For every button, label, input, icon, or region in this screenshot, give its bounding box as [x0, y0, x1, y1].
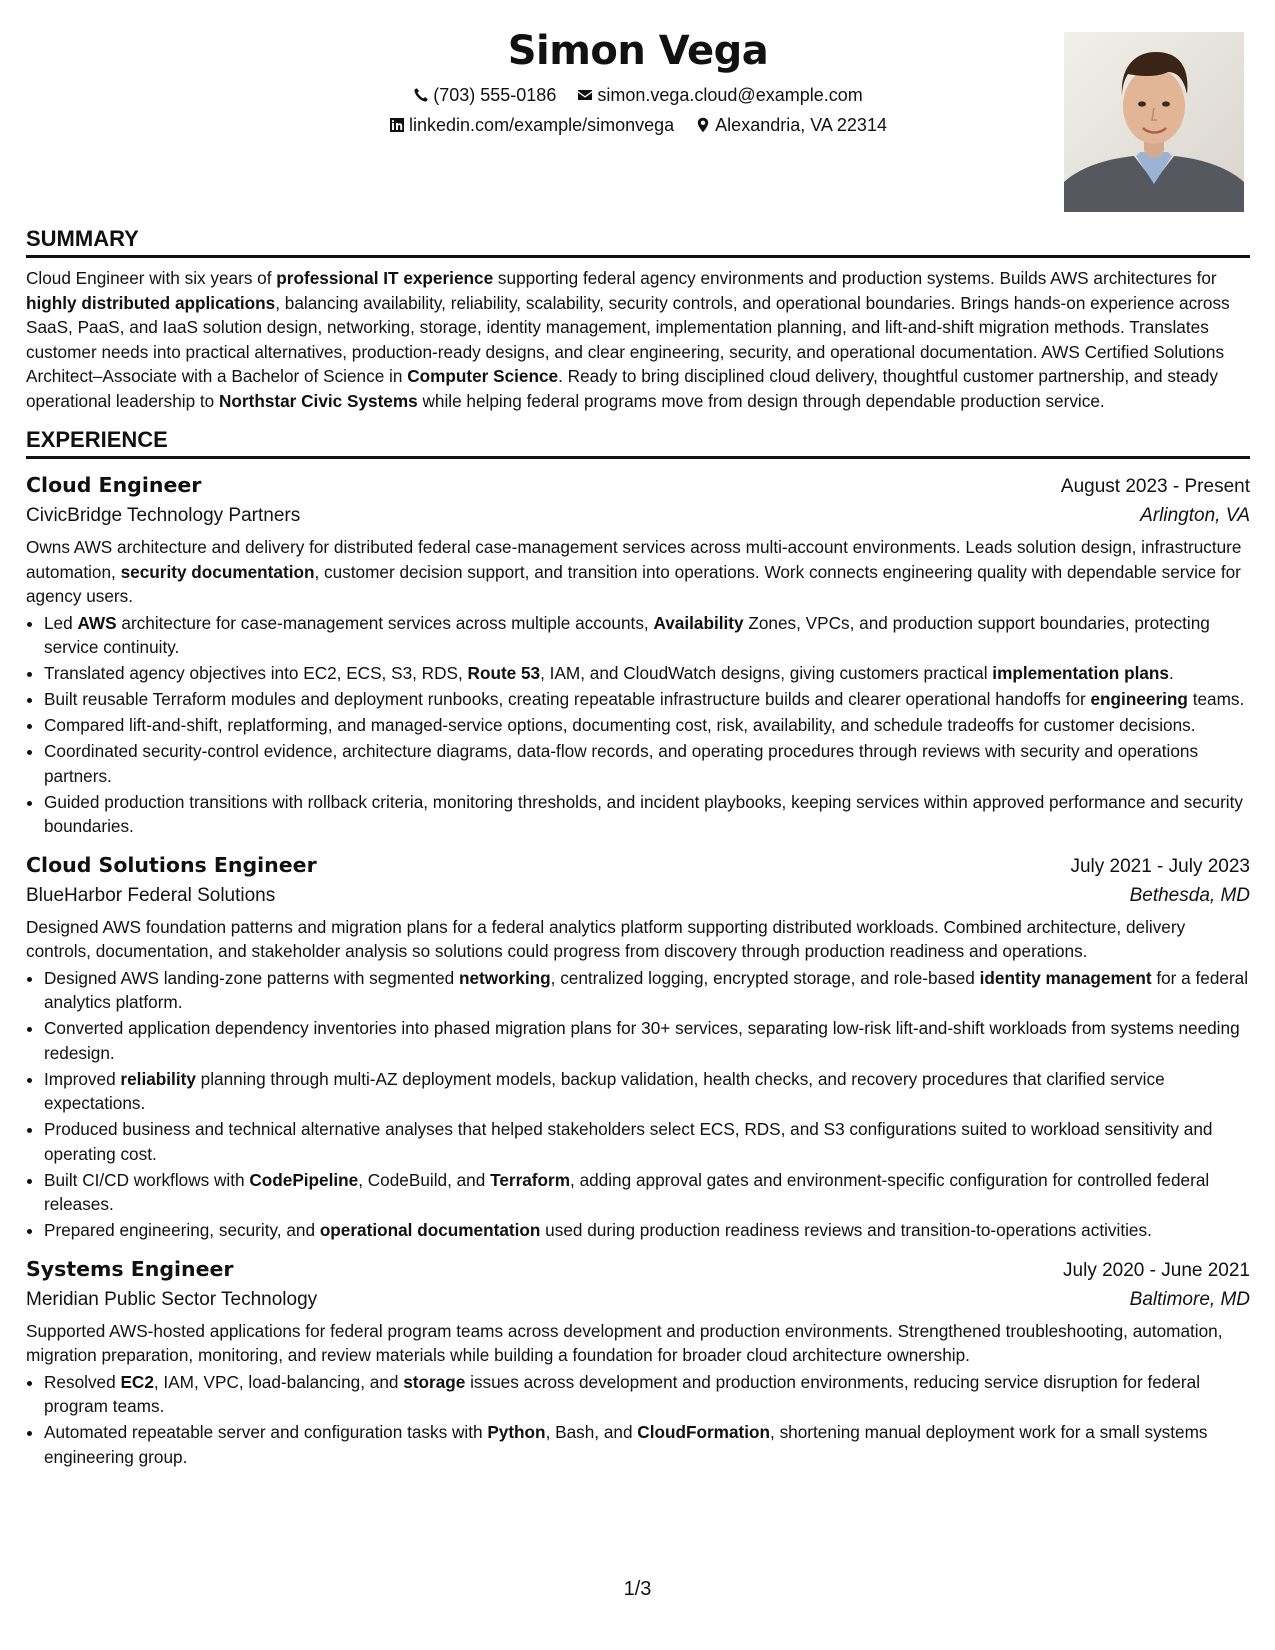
bullet-item: [44, 1420, 1250, 1469]
job-company-row: [26, 1285, 1250, 1315]
email-address[interactable]: simon.vega.cloud@example.com: [597, 85, 863, 105]
job-description: [26, 535, 1250, 609]
map-marker-icon: [695, 117, 711, 133]
bold-text: reliability: [120, 1068, 196, 1089]
text-run: Zones, VPCs, and production support boundaries, protecting service continuity.: [44, 612, 1210, 657]
bullet-item: [44, 1218, 1250, 1243]
job-company-row: [26, 881, 1250, 911]
experience-heading: EXPERIENCE: [26, 427, 1250, 459]
profile-photo: [1064, 32, 1244, 212]
job-entry: [26, 469, 1250, 839]
job-dates: July 2021 - July 2023: [1070, 855, 1250, 877]
text-run: , Bash, and: [545, 1422, 638, 1442]
bold-text: AWS: [77, 612, 117, 633]
bold-text: Computer Science: [407, 366, 559, 386]
job-location: Baltimore, MD: [1129, 1288, 1250, 1310]
text-run: architecture for case-management services across multiple accounts,: [116, 612, 654, 633]
text-run: Automated repeatable server and configuration tasks with: [44, 1422, 488, 1442]
bullet-item: [44, 687, 1250, 712]
text-run: Coordinated security-control evidence, architecture diagrams, data-flow records, and operating procedures through reviews with security and operations partners.: [44, 741, 1199, 786]
resume-header: [26, 20, 1250, 210]
text-run: Improved: [44, 1068, 121, 1089]
phone-number[interactable]: (703) 555-0186: [433, 85, 557, 105]
bullet-item: [44, 739, 1250, 788]
job-location: Bethesda, MD: [1129, 884, 1250, 906]
text-run: Designed AWS landing-zone patterns with segmented: [44, 967, 459, 988]
bold-text: implementation plans: [992, 663, 1169, 683]
job-description: [26, 915, 1250, 964]
bullet-item: [44, 1370, 1250, 1419]
job-entry: [26, 1253, 1250, 1470]
text-run: Led: [44, 612, 78, 633]
text-run: , shortening manual deployment work for a small systems engineering group.: [44, 1422, 1208, 1467]
text-run: Owns AWS architecture and delivery for distributed federal case-management services across multi-account environments. Leads solution design, infrastructure automation,: [26, 537, 1242, 582]
text-run: Guided production transitions with rollback criteria, monitoring thresholds, and incident playbooks, keeping services within approved performance and security boundaries.: [44, 791, 1243, 836]
envelope-icon: [577, 87, 593, 103]
job-title: Systems Engineer: [26, 1256, 234, 1281]
linkedin-item: [389, 114, 674, 136]
job-bullets: [26, 611, 1250, 839]
text-run: , IAM, and CloudWatch designs, giving customers practical: [540, 663, 993, 683]
bold-text: Python: [487, 1422, 546, 1442]
linkedin-icon: [389, 117, 405, 133]
text-run: , centralized logging, encrypted storage, and role-based: [550, 967, 980, 988]
bold-text: identity management: [979, 967, 1152, 988]
text-run: Compared lift-and-shift, replatforming, and managed-service options, documenting cost, risk, availability, and schedule tradeoffs for customer decisions.: [44, 715, 1196, 735]
text-run: Prepared engineering, security, and: [44, 1220, 320, 1240]
summary-paragraph: [26, 266, 1250, 413]
job-company: BlueHarbor Federal Solutions: [26, 884, 276, 906]
text-run: Converted application dependency inventories into phased migration plans for 30+ services, separating low-risk lift-and-shift workloads from systems needing redesign.: [44, 1018, 1240, 1063]
resume-page: [26, 20, 1250, 1471]
job-bullets: [26, 1370, 1250, 1470]
linkedin-url[interactable]: linkedin.com/example/simonvega: [409, 115, 675, 135]
text-run: teams.: [1187, 689, 1245, 709]
bold-text: Northstar Civic Systems: [219, 390, 418, 411]
job-description: [26, 1319, 1250, 1368]
bold-text: networking: [458, 967, 551, 988]
text-run: , CodeBuild, and: [358, 1169, 491, 1190]
bullet-item: [44, 713, 1250, 738]
job-dates: July 2020 - June 2021: [1063, 1259, 1250, 1281]
job-bullets: [26, 966, 1250, 1243]
text-run: , adding approval gates and environment-specific configuration for controlled federal releases.: [44, 1169, 1210, 1214]
job-title: Cloud Solutions Engineer: [26, 852, 317, 877]
bullet-item: [44, 1067, 1250, 1116]
text-run: Built reusable Terraform modules and deployment runbooks, creating repeatable infrastructure builds and clearer operational handoffs for: [44, 689, 1091, 709]
summary-heading: SUMMARY: [26, 226, 1250, 258]
bold-text: engineering: [1090, 689, 1188, 709]
bold-text: Terraform: [490, 1169, 571, 1190]
job-company-row: [26, 501, 1250, 531]
bold-text: storage: [403, 1371, 466, 1392]
bullet-item: [44, 1168, 1250, 1217]
bold-text: security documentation: [120, 561, 315, 582]
job-company: Meridian Public Sector Technology: [26, 1288, 318, 1310]
bold-text: highly distributed applications: [26, 292, 276, 313]
bold-text: Route 53: [467, 663, 541, 683]
job-dates: August 2023 - Present: [1060, 476, 1250, 497]
bullet-item: [44, 790, 1250, 839]
text-run: planning through multi-AZ deployment models, backup validation, health checks, and recovery procedures that clarified service expectations.: [44, 1068, 1165, 1113]
text-run: . Ready to bring disciplined cloud delivery, thoughtful customer partnership, and steady operational leadership to: [26, 366, 1218, 411]
job-title-row: [26, 1253, 1250, 1285]
text-run: Supported AWS-hosted applications for federal program teams across development and production environments. Strengthened troubleshooting, automation, migration preparation, monitoring, and review materials while building a foundation for broader cloud architecture ownership.: [26, 1320, 1223, 1365]
experience-list: [26, 469, 1250, 1469]
job-company: CivicBridge Technology Partners: [26, 505, 301, 526]
text-run: used during production readiness reviews and transition-to-operations activities.: [540, 1220, 1152, 1240]
text-run: supporting federal agency environments and production systems. Builds AWS architectures for: [493, 268, 1217, 288]
bold-text: professional IT experience: [276, 268, 494, 288]
bullet-item: [44, 661, 1250, 686]
text-run: Produced business and technical alternative analyses that helped stakeholders select ECS, RDS, and S3 configurations suited to workload sensitivity and operating cost.: [44, 1119, 1213, 1164]
text-run: .: [1168, 663, 1174, 683]
bold-text: operational documentation: [319, 1220, 541, 1240]
phone-icon: [413, 87, 429, 103]
page-number: 1/3: [623, 1578, 652, 1600]
text-run: Resolved: [44, 1371, 121, 1392]
bold-text: Availability: [653, 612, 744, 633]
job-entry: [26, 849, 1250, 1243]
text-run: Built CI/CD workflows with: [44, 1169, 250, 1190]
location-text: Alexandria, VA 22314: [715, 115, 887, 135]
bullet-item: [44, 1016, 1250, 1065]
text-run: for a federal analytics platform.: [44, 967, 1249, 1012]
bullet-item: [44, 1117, 1250, 1166]
phone-item: [413, 84, 556, 106]
text-run: Cloud Engineer with six years of: [26, 268, 277, 288]
candidate-name: Simon Vega: [507, 28, 769, 74]
bold-text: CodePipeline: [249, 1169, 359, 1190]
text-run: issues across development and production environments, reducing service disruption for federal program teams.: [44, 1371, 1201, 1416]
bold-text: EC2: [120, 1371, 154, 1392]
bullet-item: [44, 966, 1250, 1015]
text-run: , IAM, VPC, load-balancing, and: [153, 1371, 404, 1392]
email-item: [577, 84, 862, 106]
text-run: Designed AWS foundation patterns and migration plans for a federal analytics platform supporting distributed workloads. Combined architecture, delivery controls, documentation, and stakeholder analysis so solutions could progress from discovery through production readiness and operations.: [26, 916, 1186, 961]
location-item: [695, 114, 887, 136]
bold-text: CloudFormation: [637, 1422, 771, 1442]
text-run: Translated agency objectives into EC2, ECS, S3, RDS,: [44, 663, 468, 683]
bullet-item: [44, 611, 1250, 660]
text-run: , customer decision support, and transition into operations. Work connects engineering quality with dependable service for agency users.: [26, 561, 1241, 606]
job-title-row: [26, 849, 1250, 881]
job-title-row: [26, 469, 1250, 501]
text-run: , balancing availability, reliability, scalability, security controls, and operational boundaries. Brings hands-on experience across SaaS, PaaS, and IaaS solution design, networking, storage, identity management, implementation planning, and lift-and-shift migration methods. Translates customer needs into practical alternatives, production-ready designs, and clear engineering, security, and operational documentation. AWS Certified Solutions Architect–Associate with a Bachelor of Science in: [26, 292, 1230, 386]
job-title: Cloud Engineer: [26, 473, 202, 497]
job-location: Arlington, VA: [1140, 505, 1250, 526]
text-run: while helping federal programs move from design through dependable production service.: [417, 390, 1105, 411]
